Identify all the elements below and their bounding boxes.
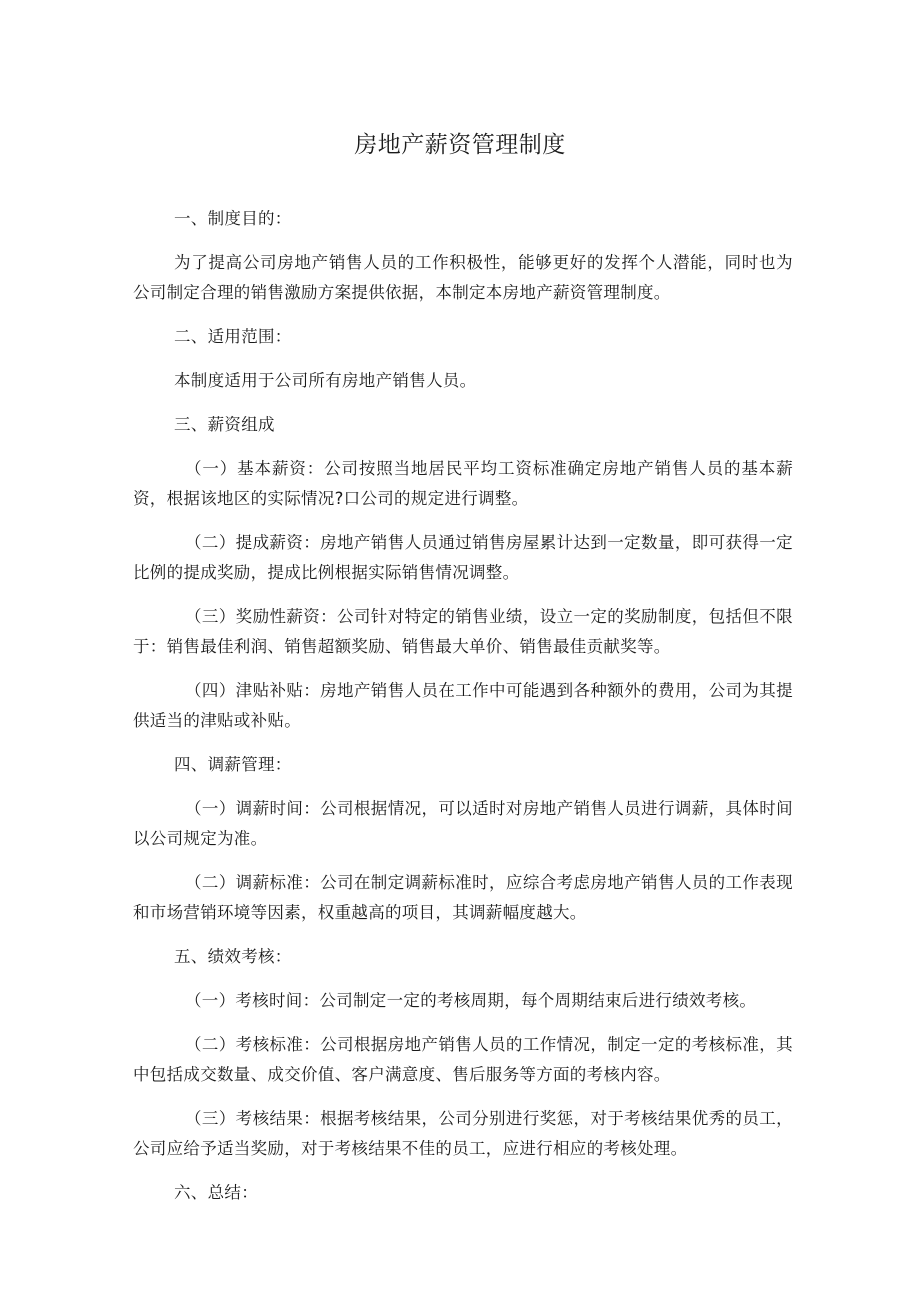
section-heading-performance: 五、绩效考核： <box>174 947 292 966</box>
section-heading-summary: 六、总结： <box>174 1183 258 1202</box>
paragraph-purpose: 为了提高公司房地产销售人员的工作积极性，能够更好的发挥个人潜能，同时也为公司制定合理的销售激励方案提供依据，本制定本房地产薪资管理制度。 <box>133 253 793 302</box>
paragraph-adjustment-time: （一）调薪时间：公司根据情况，可以适时对房地产销售人员进行调薪，具体时间以公司规定为准。 <box>133 799 793 848</box>
section-heading-scope: 二、适用范围： <box>174 327 292 346</box>
section-heading-salary-composition: 三、薪资组成 <box>174 415 275 434</box>
paragraph-base-salary: （一）基本薪资：公司按照当地居民平均工资标准确定房地产销售人员的基本薪资，根据该地区的实际情况?口公司的规定进行调整。 <box>133 459 793 508</box>
paragraph-assessment-standard: （二）考核标准：公司根据房地产销售人员的工作情况，制定一定的考核标准，其中包括成交数量、成交价值、客户满意度、售后服务等方面的考核内容。 <box>133 1035 793 1084</box>
paragraph-assessment-time: （一）考核时间：公司制定一定的考核周期，每个周期结束后进行绩效考核。 <box>185 991 757 1010</box>
paragraph-scope: 本制度适用于公司所有房地产销售人员。 <box>174 371 477 390</box>
paragraph-assessment-result: （三）考核结果：根据考核结果，公司分别进行奖惩，对于考核结果优秀的员工，公司应给予适当奖励，对于考核结果不佳的员工，应进行相应的考核处理。 <box>133 1109 793 1158</box>
section-heading-salary-adjustment: 四、调薪管理： <box>174 755 292 774</box>
document-body <box>133 204 793 1222</box>
paragraph-adjustment-standard: （二）调薪标准：公司在制定调薪标准时，应综合考虑房地产销售人员的工作表现和市场营销环境等因素，权重越高的项目，其调薪幅度越大。 <box>133 873 793 922</box>
section-heading-purpose: 一、制度目的： <box>174 209 292 228</box>
paragraph-commission: （二）提成薪资：房地产销售人员通过销售房屋累计达到一定数量，即可获得一定比例的提成奖励，提成比例根据实际销售情况调整。 <box>133 533 793 582</box>
paragraph-allowance: （四）津贴补贴：房地产销售人员在工作中可能遇到各种额外的费用，公司为其提供适当的津贴或补贴。 <box>133 681 793 730</box>
document-title: 房地产薪资管理制度 <box>354 132 566 158</box>
paragraph-incentive: （三）奖励性薪资：公司针对特定的销售业绩，设立一定的奖励制度，包括但不限于：销售最佳利润、销售超额奖励、销售最大单价、销售最佳贡献奖等。 <box>133 607 793 656</box>
